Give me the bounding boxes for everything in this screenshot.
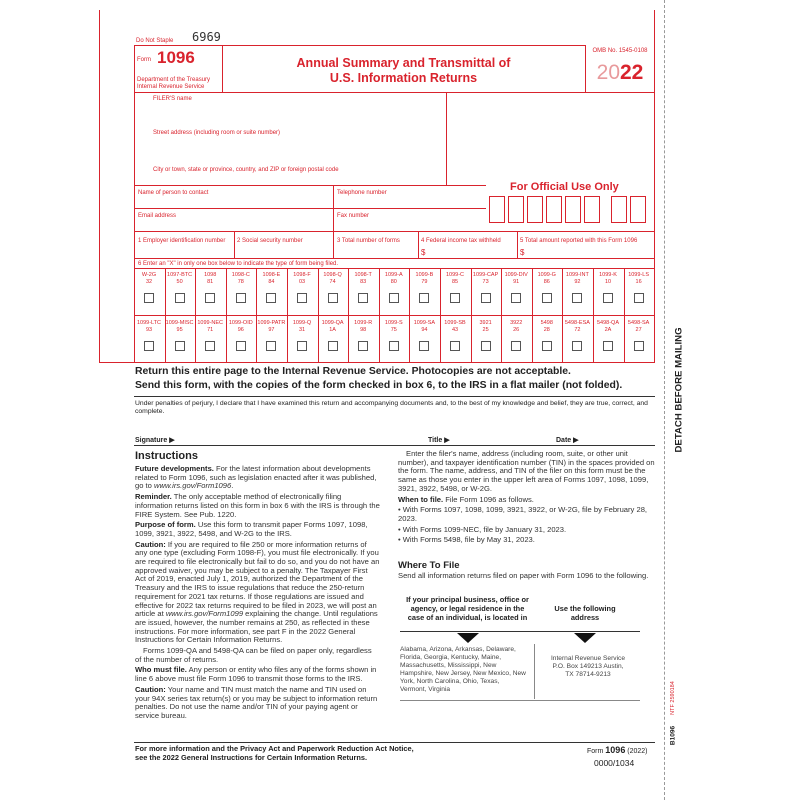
perforation-line	[664, 0, 665, 800]
form-type-name: 1099-DIV	[504, 272, 528, 278]
arrow-down-icon	[457, 633, 479, 643]
paper-only-note: Forms 1099-QA and 5498-QA can be filed on paper only, regardless of the number of returns.	[135, 646, 372, 664]
form-type-name: 5498-SA	[627, 320, 650, 326]
instructions-right-column	[398, 450, 655, 547]
return-notice-line2: Send this form, with the copies of the form checked in box 6, to the IRS in a flat mailer (not folded).	[135, 380, 623, 391]
form-type-code: 74	[329, 279, 336, 285]
filer-entry-text: Enter the filer's name, address (including room, suite, or other unit number), and taxpayer identification number (TIN) in the spaces provided on the form. The name, address, and TIN of the filer on this form must be the same as those you enter in the upper left area of Forms 1097, 1098, 1099, 3921, 3922, 5498, or W-2G.	[398, 449, 655, 493]
form-type-code: 03	[298, 279, 306, 285]
form-type-code: 97	[268, 327, 275, 333]
form-right-border	[654, 10, 655, 363]
tax-year	[586, 62, 654, 84]
official-use-box	[508, 196, 524, 223]
footer-line2: see the 2022 General Instructions for Certain Information Returns.	[135, 753, 368, 762]
form-type-checkbox[interactable]	[481, 341, 491, 351]
signature-label: Signature ▶	[135, 437, 175, 444]
when-bullet-3: • With Forms 5498, file by May 31, 2023.	[398, 535, 535, 545]
year-prefix: 20	[596, 61, 620, 84]
arrow-down-icon	[574, 633, 596, 643]
form-type-name: 5498	[540, 320, 553, 326]
form-type-name: 1099-LS	[628, 272, 649, 278]
form-type-checkbox[interactable]	[328, 341, 338, 351]
form-type-name: 1099-C	[445, 272, 465, 278]
form-type-name: 5498-ESA	[564, 320, 590, 326]
form-type-checkbox[interactable]	[297, 341, 307, 351]
form-type-name: 1099-R	[354, 320, 373, 326]
form-type-name: 1099-S	[384, 320, 403, 326]
form-type-name: 1099-MISC	[165, 320, 194, 326]
where-states: Alabama, Arizona, Arkansas, Delaware, Florida, Georgia, Kentucky, Maine, Massachusetts, Mississippi, New Hampshire, New Jersey, New Mexico, New York, North Carolina, Ohio, Texas, Vermont, Virginia	[400, 646, 526, 693]
form-type-code: 75	[390, 327, 397, 333]
box2-label: 2 Social security number	[237, 238, 303, 244]
form-type-name: 5498-QA	[596, 320, 619, 326]
when-bullet-2: • With Forms 1099-NEC, file by January 31, 2023.	[398, 524, 567, 534]
form-type-checkbox[interactable]	[389, 341, 399, 351]
date-label: Date ▶	[556, 437, 579, 444]
telephone-label: Telephone number	[337, 190, 387, 196]
form-type-checkbox[interactable]	[175, 293, 185, 303]
when-text: File Form 1096 as follows.	[443, 494, 534, 504]
form-type-checkbox[interactable]	[511, 293, 521, 303]
form-type-checkbox[interactable]	[297, 293, 307, 303]
caution-text: If you are required to file 250 or more information returns of any one type (excluding Form 1098-F), you must file electronically. If you are required to file electronically but fail to do so, and you do not have an approved waiver, you may be subject to a penalty. The Taxpayer First Act of 2019, enacted July 1, 2019, authorized the Department of the Treasury and the IRS to issue regulations that reduce the 250-return requirement for 2021 tax returns. If those regulations are issued and effective for 2022 tax returns required to be filed in 2023, we will post an article at	[135, 539, 380, 619]
where-col2-head: Use the following address	[554, 604, 616, 622]
form-type-checkbox[interactable]	[603, 293, 613, 303]
year-suffix: 22	[620, 61, 644, 84]
box5-label: 5 Total amount reported with this Form 1096	[520, 238, 638, 244]
who-text: Any person or entity who files any of the forms shown in line 6 above must file Form 1096 to transmit those forms to the IRS.	[135, 665, 377, 684]
official-use-box	[584, 196, 600, 223]
form-type-name: 1099-PATR	[257, 320, 286, 326]
form-type-code: 95	[176, 327, 183, 333]
filer-name-label: FILER'S name	[153, 96, 192, 102]
form-type-code: 2A	[604, 327, 612, 333]
form-type-name: 1099-CAP	[472, 272, 499, 278]
form-type-name: 3921	[479, 320, 492, 326]
form-type-code: 26	[513, 327, 520, 333]
service-label: Internal Revenue Service	[137, 84, 205, 90]
ntf-code: NTF 2590184	[670, 681, 676, 715]
box3-label: 3 Total number of forms	[337, 238, 400, 244]
official-use-box	[565, 196, 581, 223]
form-type-checkbox[interactable]	[205, 341, 215, 351]
where-col1-head: If your principal business, office or agency, or legal residence in the case of an individual, is located in	[406, 595, 529, 622]
form-type-checkbox[interactable]	[419, 293, 429, 303]
form-type-name: 1099-B	[415, 272, 434, 278]
caution2-text: Your name and TIN must match the name and TIN used on your 94X series tax return(s) or you may be subject to information return penalties. Do not use the name and/or TIN of your paying agent or service bureau.	[135, 684, 378, 720]
form-type-checkbox[interactable]	[266, 293, 276, 303]
purpose-text: Use this form to transmit paper Forms 1097, 1098, 1099, 3921, 3922, 5498, and W-2G to the IRS.	[135, 520, 368, 538]
future-text: For the latest information about developments related to Form 1096, such as legislation enacted after it was published, go to	[135, 464, 377, 491]
form-type-checkbox[interactable]	[144, 293, 154, 303]
form-type-checkbox[interactable]	[634, 293, 644, 303]
official-use-label: For Official Use Only	[510, 181, 619, 193]
caution-text-2: explaining the change. Until regulations are issued, however, the number remains at 250, as reflected in these instructions. For more information, see part F in the 2022 General Instructions for Certain Information Returns.	[135, 609, 378, 645]
footer-line1: For more information and the Privacy Act and Paperwork Reduction Act Notice,	[135, 744, 414, 753]
perjury-statement: Under penalties of perjury, I declare that I have examined this return and accompanying documents and, to the best of my knowledge and belief, they are true, correct, and complete.	[135, 400, 648, 415]
when-bullet-1: • With Forms 1097, 1098, 1099, 3921, 3922, or W-2G, file by February 28, 2023.	[398, 505, 648, 523]
form-type-checkbox[interactable]	[572, 341, 582, 351]
form-type-name: 1099-SA	[413, 320, 436, 326]
form-type-checkbox[interactable]	[450, 341, 460, 351]
form-type-code: 80	[390, 279, 397, 285]
grid-row-divider	[134, 315, 654, 316]
form-type-name: 1099-LTC	[136, 320, 162, 326]
footer-form-number: 1096	[605, 745, 626, 755]
form-type-checkbox[interactable]	[328, 293, 338, 303]
box5-dollar: $	[520, 248, 525, 257]
form-type-checkbox[interactable]	[236, 293, 246, 303]
form-type-code: 93	[145, 327, 153, 333]
box4-label: 4 Federal income tax withheld	[421, 238, 501, 244]
form-type-code: 10	[604, 279, 612, 285]
form-type-code: 86	[543, 279, 550, 285]
form-bottom-border	[99, 362, 655, 363]
form-type-name: 1098-Q	[323, 272, 342, 278]
form-type-name: 1099-NEC	[197, 320, 224, 326]
form-type-checkbox[interactable]	[511, 341, 521, 351]
box6-label: 6 Enter an "X" in only one box below to indicate the type of form being filed.	[138, 261, 339, 267]
form-type-code: 31	[298, 327, 306, 333]
email-label: Email address	[138, 213, 177, 219]
form-type-code: 27	[635, 327, 642, 333]
form-type-code: 92	[574, 279, 581, 285]
official-use-box	[489, 196, 505, 223]
footer-code: 0000/1034	[594, 758, 635, 768]
caution-heading: Caution:	[135, 539, 166, 549]
form-type-name: 1099-QA	[321, 320, 344, 326]
form-type-code: 71	[207, 327, 214, 333]
form-type-name: 1098-C	[231, 272, 250, 278]
street-label: Street address (including room or suite number)	[153, 130, 281, 136]
form-type-code: 91	[513, 279, 520, 285]
do-not-staple: Do Not Staple	[136, 38, 174, 44]
form-type-name: 1098-E	[262, 272, 281, 278]
box4-dollar: $	[421, 248, 426, 257]
box1-label: 1 Employer identification number	[138, 238, 226, 244]
title-label: Title ▶	[428, 437, 450, 444]
omb-number: OMB No. 1545-0108	[592, 48, 648, 54]
form-type-code: 73	[482, 279, 489, 285]
form-type-checkbox[interactable]	[266, 341, 276, 351]
form-type-name: 1099-OID	[228, 320, 253, 326]
form-type-checkbox[interactable]	[542, 341, 552, 351]
form-type-code: 81	[207, 279, 214, 285]
form-type-checkbox[interactable]	[144, 341, 154, 351]
form-type-code: 94	[421, 327, 428, 333]
caution2-heading: Caution:	[135, 684, 166, 694]
city-label: City or town, state or province, country, and ZIP or foreign postal code	[153, 167, 339, 173]
form-type-code: 96	[237, 327, 244, 333]
form-type-name: 1099-K	[599, 272, 617, 278]
footer-form-word: Form	[587, 748, 604, 755]
form-type-code: 43	[451, 327, 459, 333]
form-type-code: 98	[360, 327, 367, 333]
official-use-box	[546, 196, 562, 223]
form-type-checkbox[interactable]	[175, 341, 185, 351]
form-type-code: 84	[268, 279, 275, 285]
form-type-name: 1099-A	[384, 272, 403, 278]
form-number: 1096	[157, 48, 195, 67]
form-title-line2: U.S. Information Returns	[329, 71, 478, 85]
detach-label: DETACH BEFORE MAILING	[673, 327, 685, 453]
reminder-heading: Reminder.	[135, 492, 172, 502]
form-type-checkbox[interactable]	[419, 341, 429, 351]
form-type-code: 50	[176, 279, 183, 285]
return-notice-line1: Return this entire page to the Internal Revenue Service. Photocopies are not acceptable.	[135, 366, 571, 377]
form-type-code: 28	[543, 327, 550, 333]
department-label: Department of the Treasury	[137, 77, 211, 83]
future-heading: Future developments.	[135, 464, 214, 473]
handwritten-number: 6969	[192, 30, 221, 44]
form-type-code: 78	[237, 279, 244, 285]
form-left-border	[99, 10, 100, 363]
form-type-code: 83	[360, 279, 367, 285]
when-heading: When to file.	[398, 494, 444, 504]
instructions-heading: Instructions	[135, 450, 198, 462]
form-type-checkbox[interactable]	[205, 293, 215, 303]
form-type-checkbox[interactable]	[450, 293, 460, 303]
form-type-name: 3922	[510, 320, 523, 326]
form-type-code: 85	[451, 279, 459, 285]
footer-form-id	[587, 745, 648, 755]
form-type-checkbox[interactable]	[603, 341, 613, 351]
form-type-name: 1098-T	[354, 272, 372, 278]
form-type-checkbox[interactable]	[358, 293, 368, 303]
form-type-name: 1099-SB	[444, 320, 466, 326]
form-type-code: 72	[574, 327, 581, 333]
form1099-link[interactable]: www.irs.gov/Form1099	[165, 609, 244, 619]
official-use-box	[630, 196, 646, 223]
form-type-code: 32	[145, 279, 153, 285]
purpose-heading: Purpose of form.	[135, 520, 196, 530]
form-type-checkbox[interactable]	[389, 293, 399, 303]
reminder-text: The only acceptable method of electronically filing information returns listed on this form in box 6 with the IRS is through the FIRE System. See Pub. 1220.	[135, 492, 380, 519]
who-heading: Who must file.	[135, 665, 187, 675]
form-type-code: 25	[482, 327, 489, 333]
form-type-name: 1099-Q	[292, 320, 312, 326]
form-type-name: W-2G	[141, 272, 157, 278]
form-type-checkbox[interactable]	[481, 293, 491, 303]
form-type-checkbox[interactable]	[634, 341, 644, 351]
form-type-checkbox[interactable]	[236, 341, 246, 351]
official-use-box	[527, 196, 543, 223]
instructions-left-column: Future developments. For the latest information about developments related to Form 1096, such as legislation enacted after it was published, go to www.irs.gov/Form1096. Reminder. The only acceptable method of electronically filing information returns listed on this form in box 6 with the IRS is through the FIRE System. See Pub. 1220. Purpose of form. Use this form to transmit paper Forms 1097, 1098, 1099, 3921, 3922, 5498, and W-2G to the IRS. Caution: If you are required to file 250 or more information returns of any one type (excluding Form 1098-F), you must file electronically. If you are required to file electronically but fail to do so, and you do not have an approved waiver, you may be subject to a penalty. The Taxpayer First Act of 2019, enacted July 1, 2019, authorized the Department of the Treasury and the IRS to issue regulations that reduce the 250-return requirement for 2021 tax returns. If those regulations are issued and effective for 2022 tax returns required to be filed in 2023, we will post an article at www.irs.gov/Form1099 explaining the change. Until regulations are issued, however, the number remains at 250, as reflected in these instructions. For more information, see part F in the 2022 General Instructions for Certain Information Returns. Forms 1099-QA and 5498-QA can be filed on paper only, regardless of the number of returns. Who must file. Any person or entity who files any of the forms shown in line 6 above must file Form 1096 to transmit those forms to the IRS. Caution: Your name and TIN must match the name and TIN used on your 94X series tax return(s) or you may be subject to information return penalties. Do not use the name and/or TIN of your paying agent or service bureau.	[135, 464, 380, 720]
where-address: Internal Revenue Service P.O. Box 149213 Austin, TX 78714-9213	[550, 655, 626, 678]
where-heading: Where To File	[398, 560, 460, 571]
form-type-checkbox[interactable]	[358, 341, 368, 351]
form1096-link[interactable]: www.irs.gov/Form1096	[154, 481, 232, 491]
official-use-box	[611, 196, 627, 223]
form-type-name: 1098	[204, 272, 217, 278]
form-type-checkbox[interactable]	[572, 293, 582, 303]
form-type-name: 1098-F	[293, 272, 311, 278]
contact-name-label: Name of person to contact	[138, 190, 209, 196]
where-text: Send all information returns filed on paper with Form 1096 to the following.	[398, 571, 649, 580]
form-type-checkbox[interactable]	[542, 293, 552, 303]
form-type-name: 1099-G	[537, 272, 556, 278]
form-type-name: 1097-BTC	[167, 272, 193, 278]
footer-form-year: (2022)	[627, 748, 648, 755]
side-form-code: B1096	[669, 725, 677, 746]
form-word: Form	[137, 57, 151, 63]
form-type-code: 79	[421, 279, 428, 285]
form-type-code: 1A	[329, 327, 336, 333]
form-type-code: 16	[635, 279, 642, 285]
fax-label: Fax number	[337, 213, 370, 219]
form-title-line1: Annual Summary and Transmittal of	[296, 56, 511, 70]
form-type-name: 1099-INT	[565, 272, 589, 278]
